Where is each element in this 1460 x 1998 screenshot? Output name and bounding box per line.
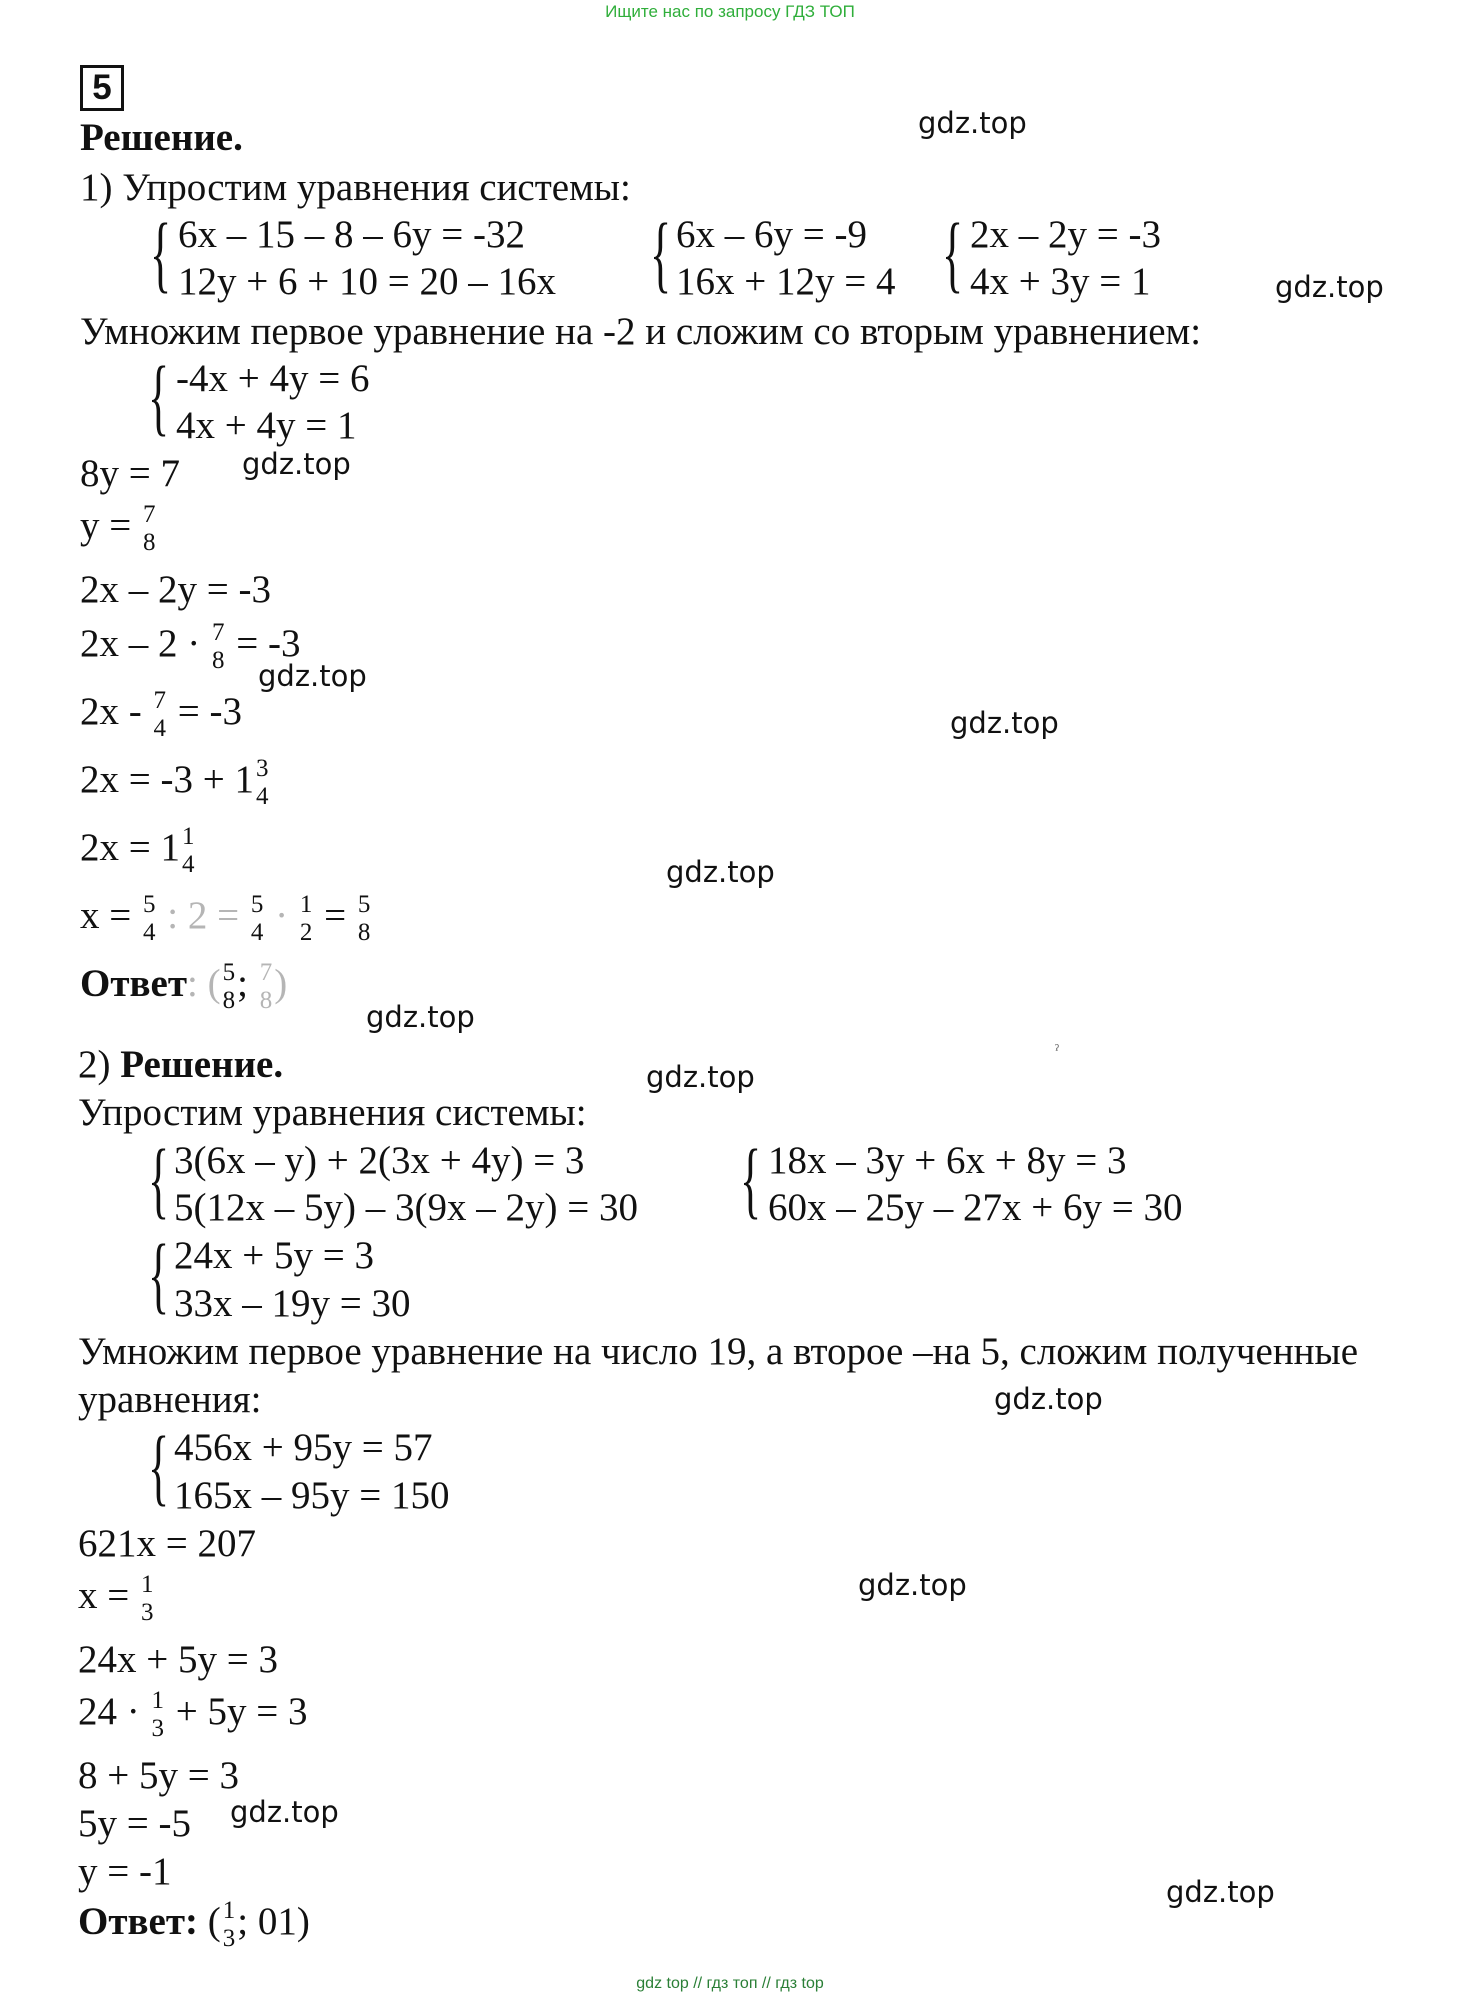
brace-1d: { bbox=[148, 349, 170, 445]
answer-1: Ответ: ( 5 8 ; 7 8 ) bbox=[80, 959, 288, 1015]
watermark: gdz.top bbox=[858, 1568, 967, 1602]
fraction: 7 8 bbox=[259, 959, 273, 1015]
brace-2c: { bbox=[148, 1227, 170, 1323]
fraction: 1 3 bbox=[222, 1897, 236, 1953]
solution-heading-2: 2) Решение. bbox=[78, 1043, 284, 1086]
watermark: gdz.top bbox=[1166, 1875, 1275, 1909]
system-2b-eq2: 60x – 25y – 27x + 6y = 30 bbox=[768, 1186, 1183, 1229]
step-2x-sum: 2x = -3 + 1 3 4 bbox=[80, 755, 269, 811]
watermark: gdz.top bbox=[230, 1795, 339, 1829]
brace-2d: { bbox=[148, 1419, 170, 1515]
watermark: gdz.top bbox=[950, 706, 1059, 740]
step-2x-value: 2x = 1 1 4 bbox=[80, 823, 195, 879]
step-substitute-2: 24 · 1 3 + 5y = 3 bbox=[78, 1687, 308, 1743]
system-2d-eq2: 165x – 95y = 150 bbox=[174, 1474, 450, 1517]
fraction: 7 8 bbox=[212, 619, 225, 675]
system-2a-eq1: 3(6x – y) + 2(3x + 4y) = 3 bbox=[174, 1139, 585, 1182]
part2-multiply-text-2: уравнения: bbox=[78, 1378, 262, 1421]
system-2c-eq2: 33x – 19y = 30 bbox=[174, 1282, 411, 1325]
system-1d-eq1: -4x + 4y = 6 bbox=[176, 357, 370, 400]
task-number: 5 bbox=[80, 65, 124, 111]
watermark: gdz.top bbox=[242, 447, 351, 481]
fraction: 5 4 bbox=[143, 891, 156, 947]
step-8-5y: 8 + 5y = 3 bbox=[78, 1754, 239, 1797]
fraction: 5 8 bbox=[222, 959, 236, 1015]
system-1d-eq2: 4x + 4y = 1 bbox=[176, 404, 357, 447]
step-621x: 621x = 207 bbox=[78, 1522, 256, 1565]
watermark: gdz.top bbox=[1275, 270, 1384, 304]
system-2c-eq1: 24x + 5y = 3 bbox=[174, 1234, 374, 1277]
search-hint-link[interactable]: Ищите нас по запросу ГДЗ ТОП bbox=[605, 2, 855, 21]
part1-multiply-text: Умножим первое уравнение на -2 и сложим со вторым уравнением: bbox=[80, 310, 1202, 353]
step-quarter: 2x - 7 4 = -3 bbox=[80, 687, 242, 743]
fraction: 7 4 bbox=[153, 687, 166, 743]
step-y: y = 7 8 bbox=[80, 501, 156, 557]
system-2b-eq1: 18x – 3y + 6x + 8y = 3 bbox=[768, 1139, 1127, 1182]
part2-intro: Упростим уравнения системы: bbox=[78, 1091, 587, 1134]
step-y-2: y = -1 bbox=[78, 1850, 172, 1893]
fraction: 1 4 bbox=[182, 823, 195, 879]
fraction: 7 8 bbox=[143, 501, 156, 557]
solution-heading-1: Решение. bbox=[80, 116, 243, 159]
step-substitute: 2x – 2 · 7 8 = -3 bbox=[80, 619, 301, 675]
system-1a-eq2: 12y + 6 + 10 = 20 – 16x bbox=[178, 260, 556, 303]
step-8y: 8y = 7 bbox=[80, 452, 180, 495]
part2-multiply-text-1: Умножим первое уравнение на число 19, а второе –на 5, сложим полученные bbox=[78, 1330, 1359, 1373]
fraction: 1 2 bbox=[299, 891, 313, 947]
brace-2b: { bbox=[740, 1132, 762, 1228]
footer-links[interactable]: gdz top // гдз топ // гдз top bbox=[636, 1975, 824, 1992]
step-5y: 5y = -5 bbox=[78, 1802, 191, 1845]
system-1b-eq2: 16x + 12y = 4 bbox=[676, 260, 896, 303]
system-1a-eq1: 6x – 15 – 8 – 6y = -32 bbox=[178, 213, 525, 256]
system-1c-eq2: 4x + 3y = 1 bbox=[970, 260, 1151, 303]
fraction: 1 3 bbox=[151, 1687, 164, 1743]
system-2a-eq2: 5(12x – 5y) – 3(9x – 2y) = 30 bbox=[174, 1186, 638, 1229]
fraction: 5 8 bbox=[357, 891, 371, 947]
watermark: gdz.top bbox=[994, 1382, 1103, 1416]
watermark: gdz.top bbox=[258, 659, 367, 693]
step-24x: 24x + 5y = 3 bbox=[78, 1638, 278, 1681]
answer-2: Ответ: ( 1 3 ; 01) bbox=[78, 1897, 310, 1953]
watermark: gdz.top bbox=[646, 1060, 755, 1094]
brace-2a: { bbox=[148, 1132, 170, 1228]
step-x-2: x = 1 3 bbox=[78, 1571, 154, 1627]
part1-intro: 1) Упростим уравнения системы: bbox=[80, 166, 631, 209]
brace-1c: { bbox=[942, 206, 964, 302]
fraction: 3 4 bbox=[255, 755, 269, 811]
system-1b-eq1: 6x – 6y = -9 bbox=[676, 213, 867, 256]
watermark: gdz.top bbox=[666, 855, 775, 889]
watermark: gdz.top bbox=[918, 106, 1027, 140]
brace-1a: { bbox=[150, 206, 172, 302]
fraction: 1 3 bbox=[141, 1571, 154, 1627]
fraction: 5 4 bbox=[250, 891, 264, 947]
step-x-value: x = 5 4 : 2 = 5 4 · 1 2 = 5 8 bbox=[80, 891, 371, 947]
system-2d-eq1: 456x + 95y = 57 bbox=[174, 1426, 433, 1469]
system-1c-eq1: 2x – 2y = -3 bbox=[970, 213, 1161, 256]
watermark: gdz.top bbox=[366, 1000, 475, 1034]
brace-1b: { bbox=[650, 206, 672, 302]
stray-mark: ˀ bbox=[1055, 1042, 1059, 1059]
step-2x-2y: 2x – 2y = -3 bbox=[80, 568, 271, 611]
